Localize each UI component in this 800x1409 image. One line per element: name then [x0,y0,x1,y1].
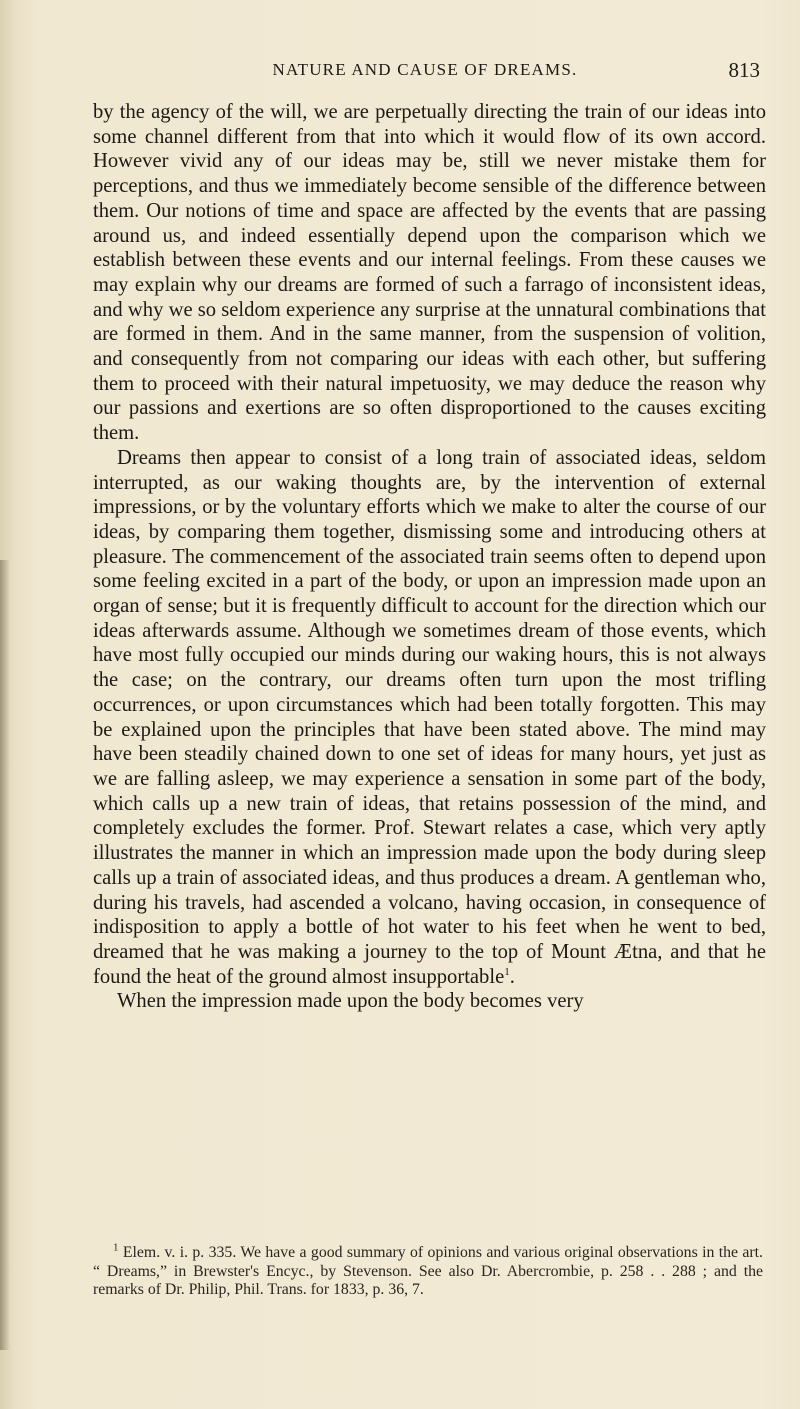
paragraph-2-text: Dreams then appear to consist of a long train of associated ideas, seldom interrupted, as our waking thoughts are, by the intervention of external impressions, or by the voluntary efforts which we make to alter the course of our ideas, by comparing them together, dismissing some and introducing others at pleasure. The commencement of the associated train seems often to depend upon some feeling excited in a part of the body, or upon an impression made upon an organ of sense; but it is frequently difficult to account for the direction which our ideas afterwards assume. Although we sometimes dream of those events, which have most fully occupied our minds during our waking hours, this is not always the case; on the contrary, our dreams often turn upon the most trifling occurrences, or upon circumstances which had been totally forgotten. This may be explained upon the principles that have been stated above. The mind may have been steadily chained down to one set of ideas for many hours, yet just as we are falling asleep, we may experience a sensation in some part of the body, which calls up a new train of ideas, that retains possession of the mind, and completely excludes the former. Prof. Stewart relates a case, which very aptly illustrates the manner in which an impression made upon the body during sleep calls up a train of associated ideas, and thus produces a dream. A gentleman who, during his travels, had ascended a volcano, having occasion, in consequence of indisposition to apply a bottle of hot water to his feet when he went to bed, dreamed that he was making a journey to the top of Mount Ætna, and that he found the heat of the ground almost insupportable [93,446,766,988]
paragraph-1: by the agency of the will, we are perpetually directing the train of our ideas into some channel different from that into which it would flow of its own accord. However vivid any of our ideas may be, still we never mistake them for perceptions, and thus we immediately become sensible of the difference between them. Our notions of time and space are affected by the events that are passing around us, and indeed essentially depend upon the comparison which we establish between these events and our internal feelings. From these causes we may explain why our dreams are formed of such a farrago of inconsistent ideas, and why we so seldom experience any surprise at the unnatural combinations that are formed in them. And in the same manner, from the suspension of volition, and consequently from not comparing our ideas with each other, but suffering them to proceed with their natural impetuosity, we may deduce the reason why our passions and exertions are so often disproportioned to the causes exciting them. [93,101,766,445]
body-text [93,100,766,1014]
footnote [93,1241,763,1300]
running-title: NATURE AND CAUSE OF DREAMS. [272,60,578,79]
binding-gutter-shadow [0,560,10,1350]
paragraph-3: When the impression made upon the body becomes very [117,990,584,1013]
footnote-text [93,1241,763,1300]
page-number: 813 [728,58,760,82]
footnote-marker: 1 [113,1241,119,1254]
footnote-reference[interactable]: 1 [504,965,510,978]
footnote-body: Elem. v. i. p. 335. We have a good summary of opinions and various original observations in the art. “ Dreams,” in Brewster's Encyc., by Stevenson. See also Dr. Abercrombie, p. 258 . . 288 ; and the remarks of Dr. Philip, Phil. Trans. for 1833, p. 36, 7. [93,1244,763,1298]
paragraph-2 [93,446,766,989]
page-header [90,58,760,84]
paragraph-2-end: . [509,965,515,988]
